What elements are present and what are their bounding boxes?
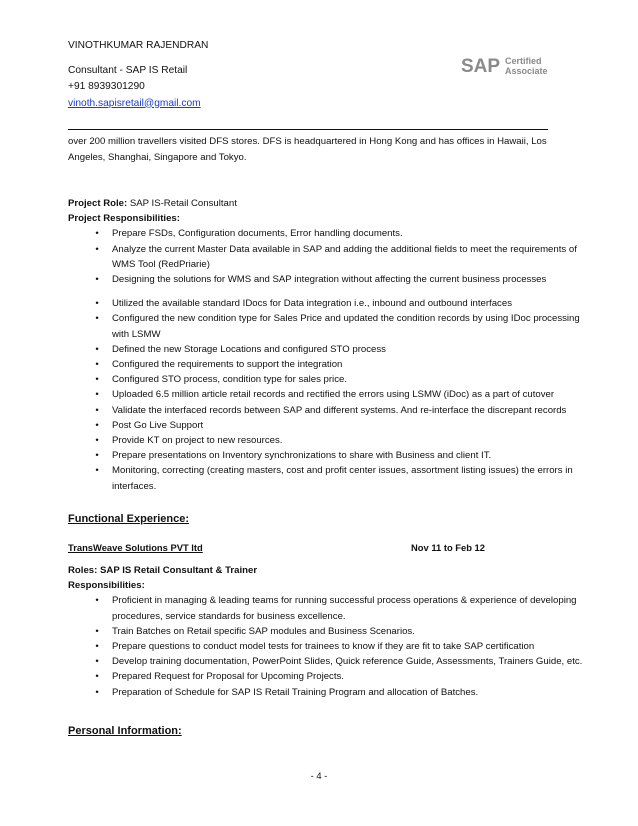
list-item-text: Preparation of Schedule for SAP IS Retail Training Program and allocation of Batches. <box>112 686 479 698</box>
roles-section <box>68 563 583 700</box>
bullet-icon: • <box>95 404 99 416</box>
contact-header <box>68 38 208 112</box>
list-item <box>66 654 583 669</box>
list-item-text: Configured the requirements to support the integration <box>112 359 343 371</box>
project-role-line <box>68 196 568 211</box>
functional-experience-heading: Functional Experience: <box>68 513 190 525</box>
roles-resp-label: Responsibilities: <box>68 580 145 592</box>
employer-line <box>68 542 493 553</box>
list-item <box>66 593 577 623</box>
logo-line2: Associate <box>505 66 548 76</box>
bullet-icon: • <box>95 343 99 355</box>
list-item <box>66 296 568 311</box>
list-item-text: Monitoring, correcting (creating masters, cost and profit center issues, assortment listing issues) the errors in interfaces. <box>112 465 573 492</box>
list-item-text: Uploaded 6.5 million article retail records and rectified the errors using LSMW (iDoc) as a part of cutover <box>112 389 555 401</box>
bullet-icon: • <box>95 359 99 371</box>
list-item-text: Configured STO process, condition type for sales price. <box>112 374 347 386</box>
bullet-icon: • <box>95 625 99 637</box>
list-item <box>66 448 568 463</box>
list-item <box>66 639 568 654</box>
candidate-phone: +91 8939301290 <box>68 81 145 92</box>
bullet-icon: • <box>95 313 99 325</box>
intro-paragraph: over 200 million travellers visited DFS stores. DFS is headquartered in Hong Kong and has offices in Hawaii, Los Angeles, Shanghai, Singapore and Tokyo. <box>68 136 547 163</box>
candidate-title: Consultant - SAP IS Retail <box>68 64 188 76</box>
list-item-text: Train Batches on Retail specific SAP modules and Business Scenarios. <box>112 625 415 637</box>
roles-label: Roles: SAP IS Retail Consultant & Trainer <box>68 565 258 576</box>
list-item-text: Analyze the current Master Data available in SAP and adding the additional fields to meet the requirements of WMS Tool (RedPriarie) <box>112 243 577 270</box>
list-item-text: Defined the new Storage Locations and configured STO process <box>112 343 386 355</box>
project-role-value: SAP IS-Retail Consultant <box>129 198 237 209</box>
list-item <box>66 342 568 357</box>
list-item <box>66 357 568 372</box>
list-item <box>66 387 568 402</box>
list-item <box>66 226 568 241</box>
bullet-icon: • <box>95 686 99 698</box>
project-resp-label: Project Responsibilities: <box>68 213 180 225</box>
list-item-text: Validate the interfaced records between SAP and different systems. And re-interface the discrepant records <box>112 404 567 416</box>
project-responsibilities-list-a <box>68 226 577 287</box>
bullet-icon: • <box>95 450 99 462</box>
logo-line1: Certified <box>505 56 542 66</box>
bullet-icon: • <box>95 465 99 477</box>
bullet-icon: • <box>95 419 99 431</box>
list-item-text: Provide KT on project to new resources. <box>112 435 283 447</box>
page-number: - 4 - <box>310 770 328 781</box>
personal-information-heading: Personal Information: <box>68 725 182 737</box>
bullet-icon: • <box>95 435 99 447</box>
sap-certified-logo <box>461 55 557 77</box>
project-section <box>68 196 580 494</box>
bullet-icon: • <box>95 243 99 255</box>
bullet-icon: • <box>95 671 99 683</box>
list-item-text: Prepare FSDs, Configuration documents, Error handling documents. <box>112 228 403 240</box>
list-item <box>66 433 568 448</box>
bullet-icon: • <box>95 298 99 310</box>
list-item-text: Proficient in managing & leading teams for running successful process operations & experience of developing procedures, service standards for business excellence. <box>112 595 577 622</box>
candidate-name: VINOTHKUMAR RAJENDRAN <box>68 40 209 51</box>
bullet-icon: • <box>95 641 99 653</box>
bullet-icon: • <box>95 656 99 668</box>
roles-responsibilities-list <box>68 593 583 699</box>
bullet-icon: • <box>95 374 99 386</box>
list-item <box>66 372 568 387</box>
project-role-label: Project Role: <box>68 198 128 209</box>
bullet-icon: • <box>95 228 99 240</box>
list-item-text: Prepare presentations on Inventory synchronizations to share with Business and client IT. <box>112 450 492 462</box>
list-item <box>66 418 568 433</box>
employment-period: Nov 11 to Feb 12 <box>411 542 485 553</box>
list-item <box>66 685 568 700</box>
list-item-text: Utilized the available standard IDocs for Data integration i.e., inbound and outbound interfaces <box>112 298 512 310</box>
list-item <box>66 463 573 493</box>
bullet-icon: • <box>95 274 99 286</box>
list-item <box>66 242 577 272</box>
list-item-text: Configured the new condition type for Sales Price and updated the condition records by using IDoc processing with LSMW <box>112 313 580 340</box>
list-item <box>66 311 580 341</box>
list-item <box>66 272 568 287</box>
list-item-text: Post Go Live Support <box>112 419 204 431</box>
bullet-icon: • <box>95 595 99 607</box>
list-item-text: Prepared Request for Proposal for Upcoming Projects. <box>112 671 344 683</box>
bullet-icon: • <box>95 389 99 401</box>
employer-name: TransWeave Solutions PVT ltd <box>68 542 203 553</box>
list-item-text: Develop training documentation, PowerPoint Slides, Quick reference Guide, Assessments, Trainers Guide, etc. <box>112 656 583 668</box>
list-item <box>66 669 568 684</box>
list-item <box>66 403 568 418</box>
list-item-text: Prepare questions to conduct model tests for trainees to know if they are fit to take SAP certification <box>112 641 535 653</box>
list-item-text: Designing the solutions for WMS and SAP integration without affecting the current business processes <box>112 274 547 286</box>
project-responsibilities-list-b <box>68 296 580 494</box>
list-item <box>66 624 568 639</box>
logo-brand: SAP <box>461 56 501 77</box>
header-divider <box>68 129 548 130</box>
candidate-email-link[interactable]: vinoth.sapisretail@gmail.com <box>68 97 201 109</box>
